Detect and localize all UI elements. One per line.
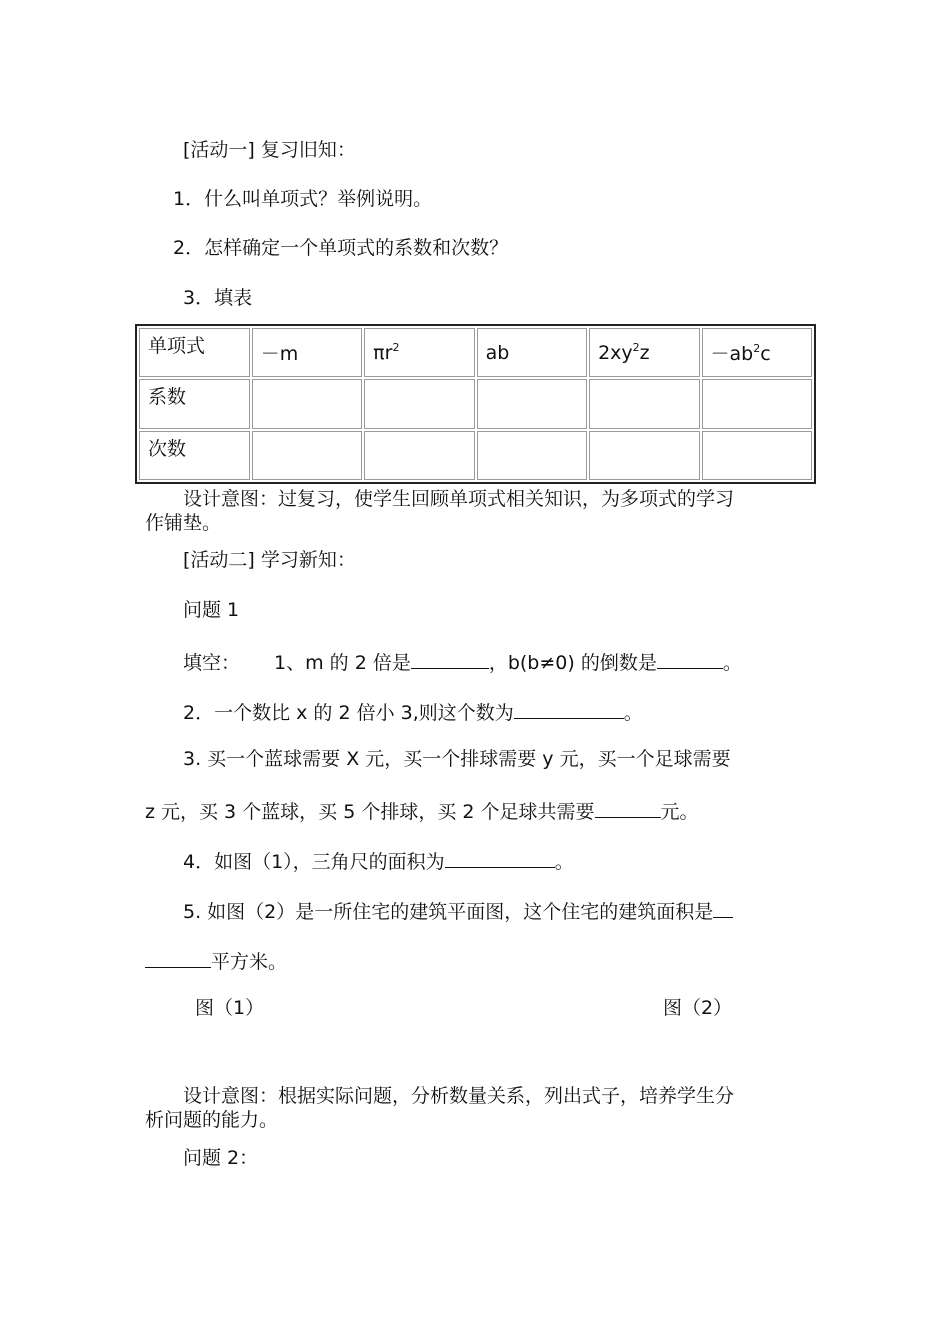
answer-blank[interactable] — [595, 797, 661, 818]
monomial-table — [135, 324, 816, 484]
monomial-cell: $2xy^2z$ — [589, 328, 699, 377]
question-3: 3．填表 — [183, 287, 253, 309]
table-row — [139, 328, 812, 377]
coefficient-cell[interactable] — [364, 379, 474, 428]
monomial-cell: －m — [252, 328, 362, 377]
design-intent-1-line2: 作铺垫。 — [145, 512, 222, 534]
row-header-coefficient: 系数 — [139, 379, 250, 428]
monomial-cell: ab — [477, 328, 587, 377]
answer-blank[interactable] — [145, 947, 211, 968]
fill-item-2: 2．一个数比 x 的 2 倍小 3,则这个数为 。 — [183, 698, 643, 725]
problem-1-title: 问题 1 — [183, 599, 240, 621]
figure-1-caption: 图（1） — [195, 997, 265, 1019]
fill-item-4: 4．如图（1），三角尺的面积为 。 — [183, 847, 574, 874]
table-row — [139, 431, 812, 480]
fill-item-3-line2: z 元，买 3 个蓝球，买 5 个排球，买 2 个足球共需要 元。 — [145, 797, 699, 824]
fill-item-5-line2: 平方米。 — [145, 947, 287, 974]
design-intent-2-line2: 析问题的能力。 — [145, 1109, 279, 1131]
answer-blank[interactable] — [445, 847, 555, 868]
design-intent-1-line1: 设计意图：过复习，使学生回顾单项式相关知识，为多项式的学习 — [183, 488, 735, 510]
question-2: 2．怎样确定一个单项式的系数和次数？ — [173, 237, 509, 259]
design-intent-2-line1: 设计意图：根据实际问题，分析数量关系，列出式子，培养学生分 — [183, 1085, 735, 1107]
monomial-cell: $\pi r^2$ — [364, 328, 474, 377]
answer-blank[interactable] — [411, 648, 489, 669]
table-row — [139, 379, 812, 428]
problem-2-title: 问题 2： — [183, 1147, 259, 1169]
fill-item-1b-text: ，b(b≠0) 的倒数是 — [488, 652, 657, 674]
fill-item-3-line1: 3. 买一个蓝球需要 X 元，买一个排球需要 y 元，买一个足球需要 — [183, 748, 731, 770]
coefficient-cell[interactable] — [702, 379, 812, 428]
coefficient-cell[interactable] — [252, 379, 362, 428]
answer-blank[interactable] — [657, 648, 723, 669]
answer-blank[interactable] — [514, 698, 624, 719]
degree-cell[interactable] — [702, 431, 812, 480]
fill-item-5-line1: 5. 如图（2）是一所住宅的建筑平面图，这个住宅的建筑面积是 — [183, 897, 733, 924]
row-header-monomial: 单项式 — [139, 328, 250, 377]
degree-cell[interactable] — [477, 431, 587, 480]
degree-cell[interactable] — [589, 431, 699, 480]
coefficient-cell[interactable] — [589, 379, 699, 428]
degree-cell[interactable] — [364, 431, 474, 480]
fill-item-1-text: 1、m 的 2 倍是 — [274, 652, 411, 674]
activity2-heading: [活动二] 学习新知： — [183, 549, 356, 571]
row-header-degree: 次数 — [139, 431, 250, 480]
question-1: 1．什么叫单项式？举例说明。 — [173, 188, 433, 210]
coefficient-cell[interactable] — [477, 379, 587, 428]
figure-2-caption: 图（2） — [663, 997, 733, 1019]
answer-blank[interactable] — [713, 897, 733, 918]
monomial-cell: $-ab^2c$ — [702, 328, 812, 377]
activity1-heading: [活动一] 复习旧知： — [183, 139, 356, 161]
fill-prefix: 填空： — [183, 652, 241, 674]
fill-in-line: 填空： 1、m 的 2 倍是 ，b(b≠0) 的倒数是 。 — [183, 648, 742, 675]
degree-cell[interactable] — [252, 431, 362, 480]
